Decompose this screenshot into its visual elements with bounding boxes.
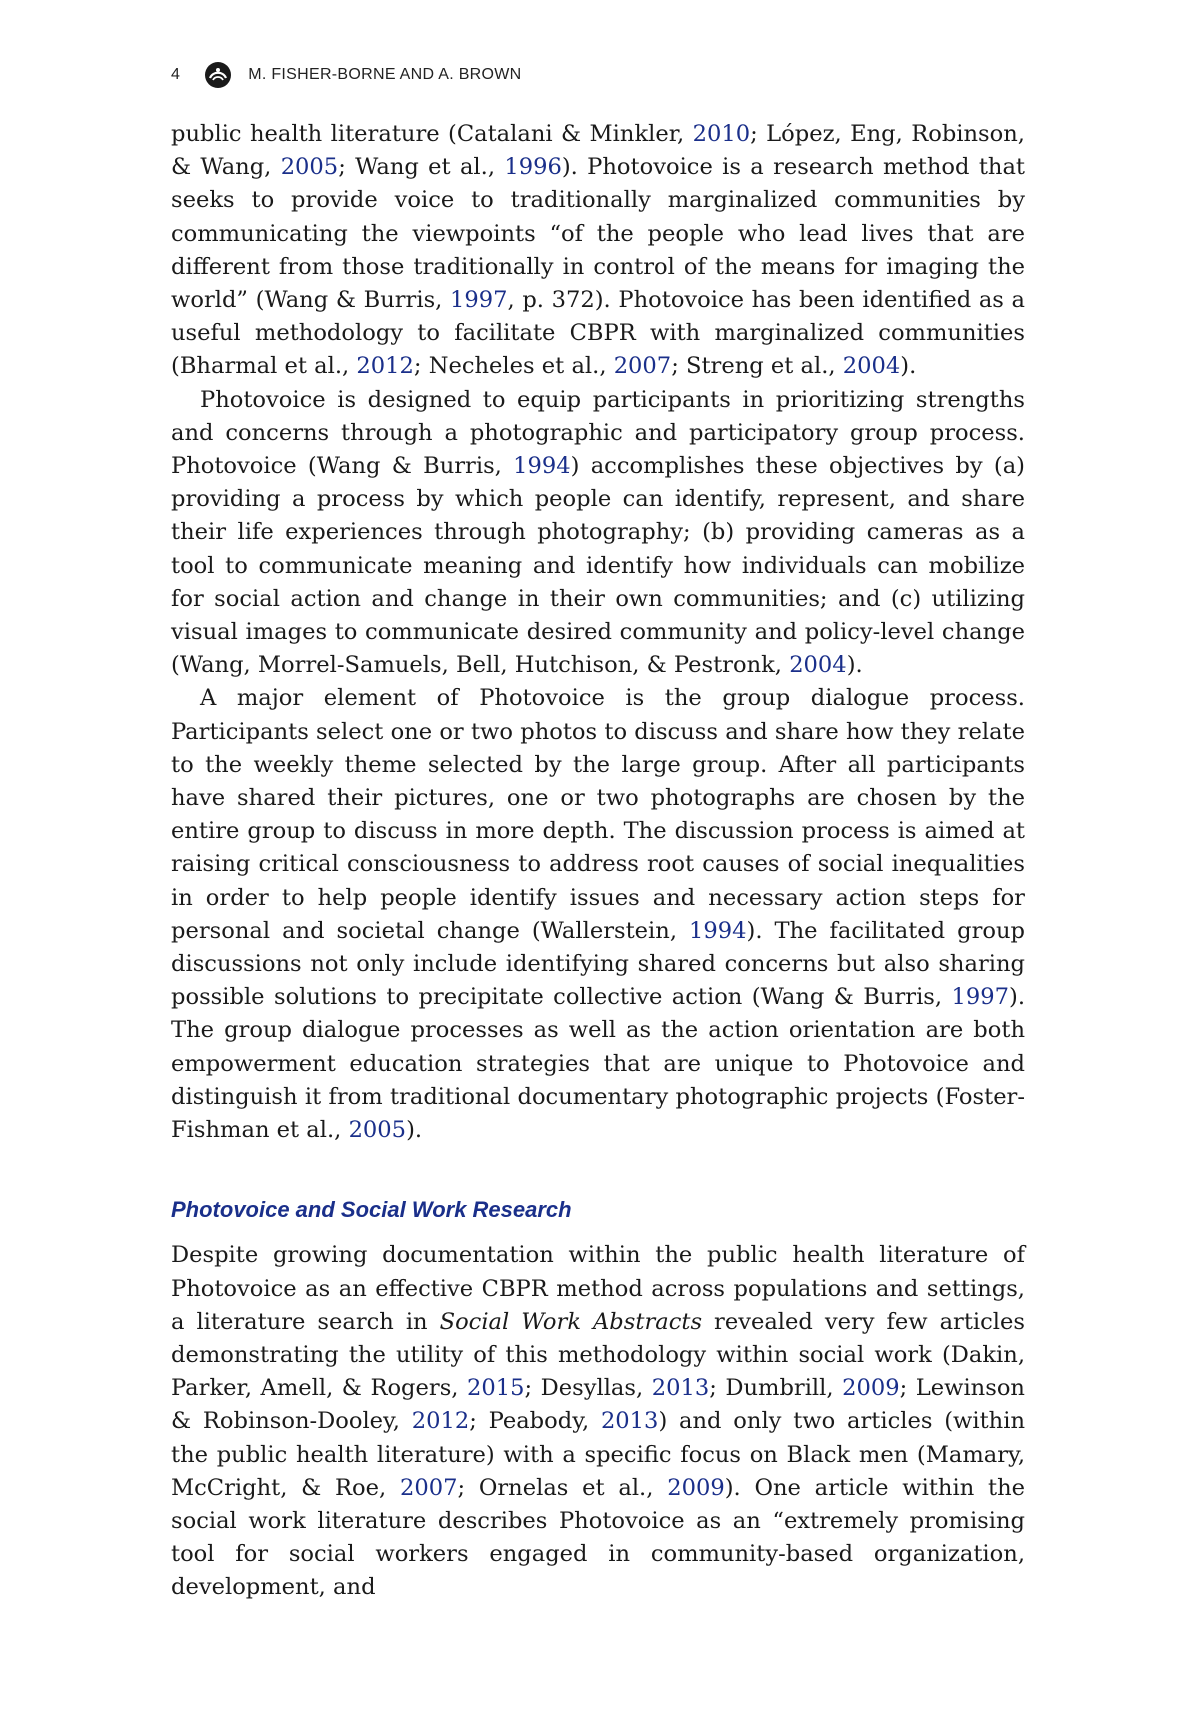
text-run: ). [406, 1117, 423, 1144]
text-run: ) and only two articles (within the public health literature) with a specific focus on Black men (Mamary, McCright, & Roe, [171, 1408, 1025, 1501]
paragraph-4 [171, 1239, 1025, 1604]
article-body [171, 118, 1025, 1605]
text-run: ). Photovoice is a research method that seeks to provide voice to traditionally marginalized communities by communicating the viewpoints “of the people who lead lives that are different from those traditionally in control of the means for imaging the world” (Wang & Burris, [171, 154, 1025, 314]
section-heading: Photovoice and Social Work Research [171, 1197, 572, 1223]
running-header [171, 60, 522, 90]
citation-link[interactable]: 2004 [842, 353, 901, 380]
text-run: ). One article within the social work literature describes Photovoice as an “extremely promising tool for social workers engaged in community-based organization, development, and [171, 1474, 1026, 1601]
journal-title-emphasis: Social Work Abstracts [439, 1308, 703, 1335]
citation-link[interactable]: 1996 [504, 154, 562, 181]
text-run: ; Peabody, [469, 1408, 601, 1435]
text-run: ; Ornelas et al., [457, 1474, 668, 1501]
citation-link[interactable]: 2004 [789, 652, 847, 679]
citation-link[interactable]: 2009 [667, 1474, 725, 1501]
text-run: ; Wang et al., [338, 154, 505, 181]
citation-link[interactable]: 2010 [692, 121, 751, 147]
text-run: revealed very few articles demonstrating the utility of this methodology within social work (Dakin, Parker, Amell, & Rogers, [171, 1308, 1025, 1402]
citation-link[interactable]: 1997 [450, 287, 508, 314]
text-run: ; López, Eng, Robinson, & Wang, [171, 121, 1025, 181]
text-run: ; Desyllas, [524, 1375, 652, 1402]
citation-link[interactable]: 2005 [280, 154, 339, 181]
text-run: , p. 372). Photovoice has been identified as a useful methodology to facilitate CBPR with marginalized communities (Bharmal et al., [171, 287, 1025, 380]
citation-link[interactable]: 2012 [411, 1408, 470, 1435]
citation-link[interactable]: 2013 [651, 1375, 710, 1402]
citation-link[interactable]: 2007 [613, 353, 672, 380]
citation-link[interactable]: 2009 [842, 1375, 900, 1402]
citation-link[interactable]: 2005 [348, 1117, 407, 1144]
text-run: ; Lewinson & Robinson-Dooley, [171, 1375, 1025, 1435]
paragraph-3 [171, 682, 1025, 1147]
citation-link[interactable]: 2013 [600, 1408, 659, 1435]
citation-link[interactable]: 2012 [356, 353, 414, 380]
paragraph-1 [171, 118, 1025, 384]
text-run: public health literature (Catalani & Minkler, [171, 121, 693, 147]
text-run: ) accomplishes these objectives by (a) providing a process by which people can identify, represent, and share their life experiences through photography; (b) providing cameras as a tool to communicate meaning and identify how individuals can mobilize for social action and change in their own communities; and (c) utilizing visual images to communicate desired community and policy-level change (Wang, Morrel-Samuels, Bell, Hutchison, & Pestronk, [171, 453, 1025, 679]
text-run: ). [846, 652, 863, 679]
publisher-logo-icon [204, 61, 232, 89]
running-header-authors: M. FISHER-BORNE AND A. BROWN [248, 66, 522, 83]
text-run: Photovoice is designed to equip participants in prioritizing strengths and concerns through a photographic and participatory group process. Photovoice (Wang & Burris, [171, 386, 1025, 480]
page-number: 4 [171, 66, 181, 83]
text-run: ). The facilitated group discussions not only include identifying shared concerns but also sharing possible solutions to precipitate collective action (Wang & Burris, [171, 917, 1026, 1011]
citation-link[interactable]: 1994 [689, 917, 747, 944]
citation-link[interactable]: 1997 [951, 984, 1009, 1011]
paragraph-2 [171, 384, 1025, 683]
text-run: Despite growing documentation within the public health literature of Photovoice as an effective CBPR method across populations and settings, a literature search in [171, 1242, 1025, 1335]
citation-link[interactable]: 1994 [513, 453, 571, 480]
text-run: ; Dumbrill, [709, 1375, 843, 1402]
text-run: ; Necheles et al., [413, 353, 614, 380]
citation-link[interactable]: 2007 [399, 1474, 458, 1501]
text-run: A major element of Photovoice is the group dialogue process. Participants select one or two photos to discuss and share how they relate to the weekly theme selected by the large group. After all participants have shared their pictures, one or two photographs are chosen by the entire group to discuss in more depth. The discussion process is aimed at raising critical consciousness to address root causes of social inequalities in order to help people identify issues and necessary action steps for personal and societal change (Wallerstein, [171, 685, 1025, 944]
text-run: ; Streng et al., [671, 353, 843, 380]
text-run: ). [900, 353, 917, 380]
citation-link[interactable]: 2015 [467, 1375, 525, 1402]
text-run: ). The group dialogue processes as well as the action orientation are both empowerment education strategies that are unique to Photovoice and distinguish it from traditional documentary photographic projects (Foster-Fishman et al., [171, 984, 1025, 1144]
